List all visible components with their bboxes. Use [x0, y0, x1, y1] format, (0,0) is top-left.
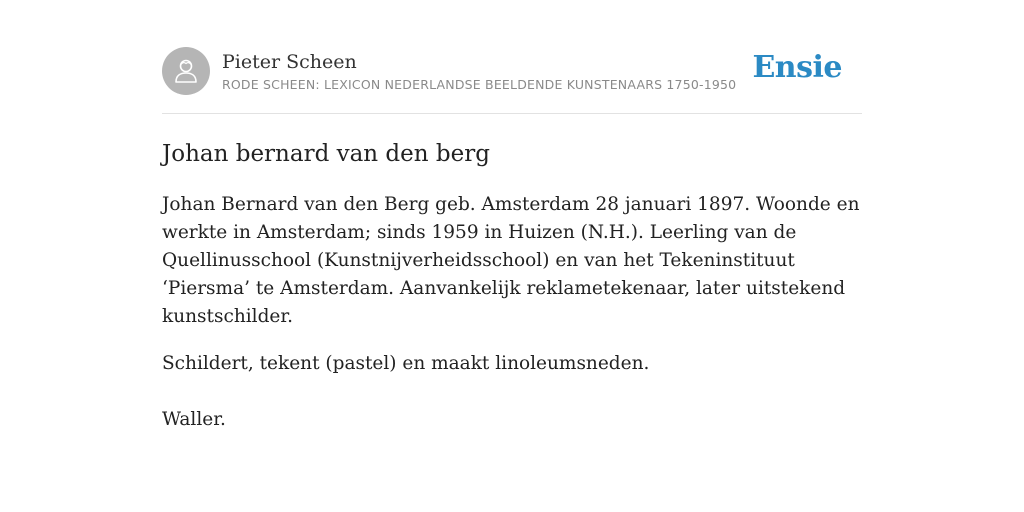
author-avatar[interactable] [162, 47, 210, 95]
article-paragraph-3: Waller. [162, 409, 226, 430]
header-divider [162, 113, 862, 114]
article-title: Johan bernard van den berg [162, 141, 490, 167]
article-header [162, 46, 862, 96]
article-paragraph-1: Johan Bernard van den Berg geb. Amsterdam 28 januari 1897. Woonde en werkte in Amsterdam; sinds 1959 in Huizen (N.H.). Leerling van de Quellinusschool (Kunstnijverheidsschool) en van het Tekeninstituut ‘Piersma’ te Amsterdam. Aanvankelijk reklametekenaar, later uitstekend kunstschilder. [162, 194, 860, 327]
author-name[interactable]: Pieter Scheen [222, 50, 357, 73]
ensie-logo[interactable]: Ensie [752, 50, 842, 85]
source-label[interactable]: RODE SCHEEN: LEXICON NEDERLANDSE BEELDENDE KUNSTENAARS 1750-1950 [222, 76, 737, 92]
article-card [162, 46, 862, 434]
article-paragraph-2: Schildert, tekent (pastel) en maakt linoleumsneden. [162, 353, 650, 374]
user-icon [171, 56, 201, 86]
author-block [222, 50, 736, 93]
